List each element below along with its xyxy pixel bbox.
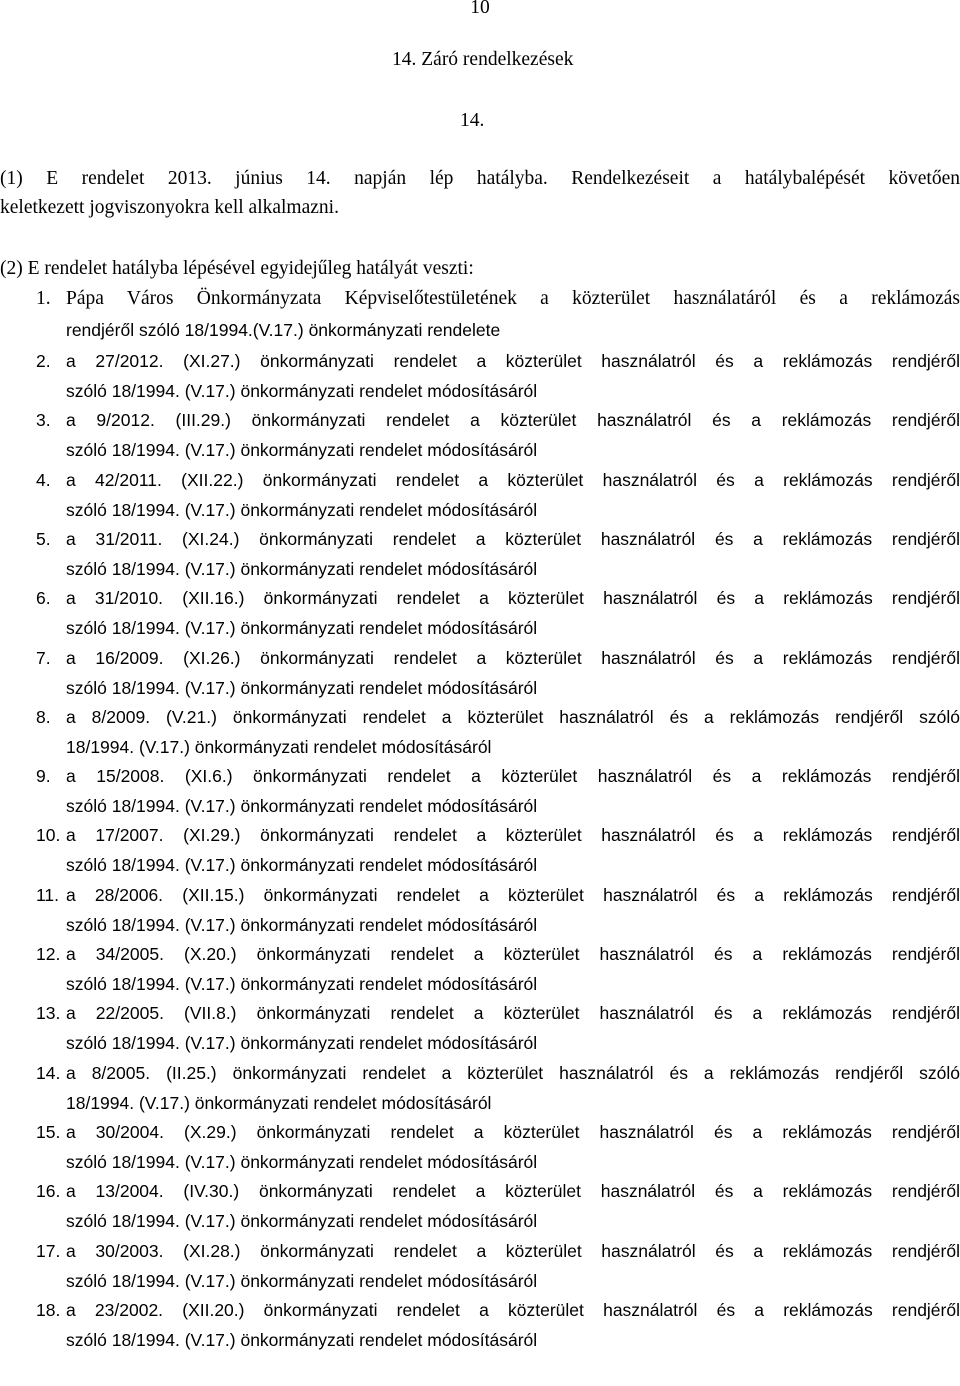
para1-line2: keletkezett jogviszonyokra kell alkalmazni. bbox=[0, 197, 339, 218]
list-item-num: 1. bbox=[36, 288, 51, 309]
list-item-line2: szóló 18/1994. (V.17.) önkormányzati rendelet módosításáról bbox=[66, 1152, 538, 1172]
list-item-num: 14. bbox=[36, 1063, 61, 1083]
list-item-line1: a 34/2005. (X.20.) önkormányzati rendelet a közterület használatról és a reklámozás rendjéről bbox=[66, 944, 960, 964]
list-item-line1: a 17/2007. (XI.29.) önkormányzati rendelet a közterület használatról és a reklámozás rendjéről bbox=[66, 825, 960, 845]
list-item-line2: szóló 18/1994. (V.17.) önkormányzati rendelet módosításáról bbox=[66, 559, 538, 579]
list-item-line1: a 30/2003. (XI.28.) önkormányzati rendelet a közterület használatról és a reklámozás rendjéről bbox=[66, 1241, 960, 1261]
list-item-num: 11. bbox=[36, 885, 60, 905]
list-item-line1: a 28/2006. (XII.15.) önkormányzati rendelet a közterület használatról és a reklámozás rendjéről bbox=[66, 885, 960, 905]
list-item-line2: szóló 18/1994. (V.17.) önkormányzati rendelet módosításáról bbox=[66, 618, 538, 638]
list-item-line2: szóló 18/1994. (V.17.) önkormányzati rendelet módosításáról bbox=[66, 1211, 538, 1231]
list-item-num: 10. bbox=[36, 825, 61, 845]
list-item-line1: a 16/2009. (XI.26.) önkormányzati rendelet a közterület használatról és a reklámozás rendjéről bbox=[66, 648, 960, 668]
list-item-num: 6. bbox=[36, 588, 51, 608]
list-item-line1: a 15/2008. (XI.6.) önkormányzati rendelet a közterület használatról és a reklámozás rendjéről bbox=[66, 766, 960, 786]
page-number: 10 bbox=[470, 0, 490, 18]
list-item-line1: a 31/2010. (XII.16.) önkormányzati rendelet a közterület használatról és a reklámozás rendjéről bbox=[66, 588, 960, 608]
list-item-line1: a 31/2011. (XI.24.) önkormányzati rendelet a közterület használatról és a reklámozás rendjéről bbox=[66, 529, 960, 549]
list-item-num: 5. bbox=[36, 529, 51, 549]
list-item-num: 8. bbox=[36, 707, 51, 727]
list-item-num: 17. bbox=[36, 1241, 61, 1261]
list-item-num: 9. bbox=[36, 766, 51, 786]
list-item-line1: a 13/2004. (IV.30.) önkormányzati rendelet a közterület használatról és a reklámozás rendjéről bbox=[66, 1181, 960, 1201]
list-item-line2: szóló 18/1994. (V.17.) önkormányzati rendelet módosításáról bbox=[66, 1271, 538, 1291]
list-item-line2: szóló 18/1994. (V.17.) önkormányzati rendelet módosításáról bbox=[66, 1330, 538, 1350]
list-item-num: 12. bbox=[36, 944, 61, 964]
list-item-line2: szóló 18/1994. (V.17.) önkormányzati rendelet módosításáról bbox=[66, 855, 538, 875]
section-title: 14. Záró rendelkezések bbox=[392, 49, 574, 70]
list-item-line2: szóló 18/1994. (V.17.) önkormányzati rendelet módosításáról bbox=[66, 440, 538, 460]
paragraph-number: 14. bbox=[460, 110, 485, 131]
para1-line1: (1) E rendelet 2013. június 14. napján lép hatályba. Rendelkezéseit a hatálybalépését követően bbox=[0, 168, 960, 189]
list-item-line1: Pápa Város Önkormányzata Képviselőtestületének a közterület használatáról és a reklámozás bbox=[66, 288, 960, 309]
list-item-line2: szóló 18/1994. (V.17.) önkormányzati rendelet módosításáról bbox=[66, 381, 538, 401]
list-item-num: 18. bbox=[36, 1300, 61, 1320]
list-item-line1: a 22/2005. (VII.8.) önkormányzati rendelet a közterület használatról és a reklámozás rendjéről bbox=[66, 1003, 960, 1023]
list-item-line2: szóló 18/1994. (V.17.) önkormányzati rendelet módosításáról bbox=[66, 678, 538, 698]
list-item-num: 3. bbox=[36, 410, 51, 430]
list-item-num: 13. bbox=[36, 1003, 61, 1023]
list-item-line2: 18/1994. (V.17.) önkormányzati rendelet módosításáról bbox=[66, 1093, 492, 1113]
list-item-line2: szóló 18/1994. (V.17.) önkormányzati rendelet módosításáról bbox=[66, 915, 538, 935]
list-item-line1: a 9/2012. (III.29.) önkormányzati rendelet a közterület használatról és a reklámozás rendjéről bbox=[66, 410, 960, 430]
list-item-num: 4. bbox=[36, 470, 51, 490]
list-item-line2: szóló 18/1994. (V.17.) önkormányzati rendelet módosításáról bbox=[66, 1033, 538, 1053]
list-item-num: 16. bbox=[36, 1181, 61, 1201]
list-item-line1: a 23/2002. (XII.20.) önkormányzati rendelet a közterület használatról és a reklámozás rendjéről bbox=[66, 1300, 960, 1320]
list-item-line2: szóló 18/1994. (V.17.) önkormányzati rendelet módosításáról bbox=[66, 500, 538, 520]
list-item-line2: rendjéről szóló 18/1994.(V.17.) önkormányzati rendelete bbox=[66, 320, 501, 340]
list-item-line1: a 42/2011. (XII.22.) önkormányzati rendelet a közterület használatról és a reklámozás rendjéről bbox=[66, 470, 960, 490]
list-item-line1: a 8/2009. (V.21.) önkormányzati rendelet a közterület használatról és a reklámozás rendjéről szóló bbox=[66, 707, 960, 727]
list-item-line2: szóló 18/1994. (V.17.) önkormányzati rendelet módosításáról bbox=[66, 974, 538, 994]
para2-intro: (2) E rendelet hatályba lépésével egyidejűleg hatályát veszti: bbox=[0, 258, 474, 279]
list-item-line1: a 8/2005. (II.25.) önkormányzati rendelet a közterület használatról és a reklámozás rendjéről szóló bbox=[66, 1063, 960, 1083]
list-item-line2: szóló 18/1994. (V.17.) önkormányzati rendelet módosításáról bbox=[66, 796, 538, 816]
list-item-line1: a 30/2004. (X.29.) önkormányzati rendelet a közterület használatról és a reklámozás rendjéről bbox=[66, 1122, 960, 1142]
list-item-num: 2. bbox=[36, 351, 51, 371]
list-item-num: 15. bbox=[36, 1122, 61, 1142]
list-item-line2: 18/1994. (V.17.) önkormányzati rendelet módosításáról bbox=[66, 737, 492, 757]
list-item-num: 7. bbox=[36, 648, 51, 668]
list-item-line1: a 27/2012. (XI.27.) önkormányzati rendelet a közterület használatról és a reklámozás rendjéről bbox=[66, 351, 960, 371]
